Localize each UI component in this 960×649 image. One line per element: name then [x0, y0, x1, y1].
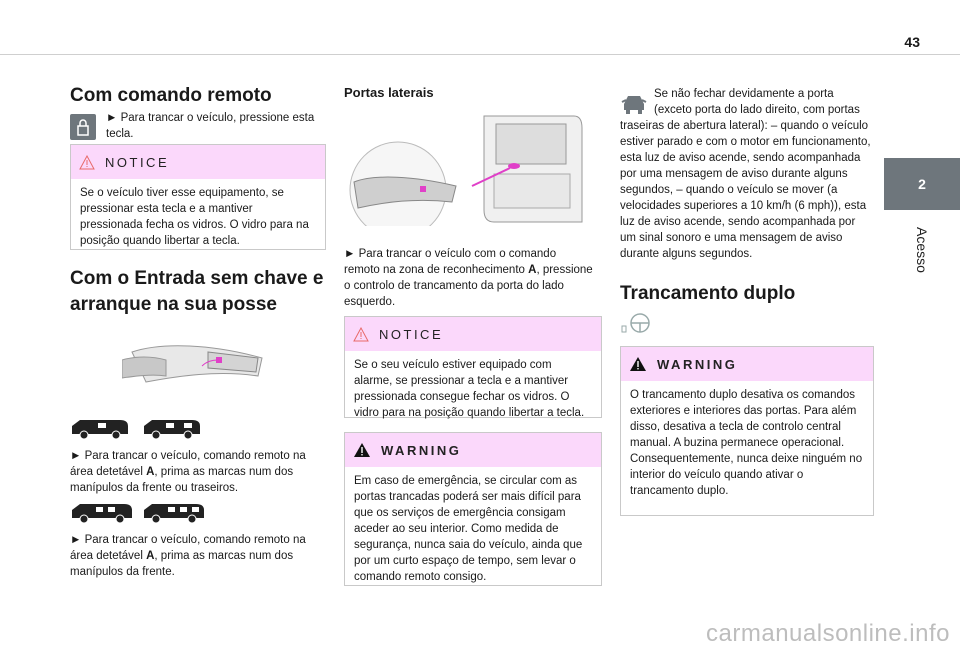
notice-text: Se o veículo tiver esse equipamento, se pressionar esta tecla e a mantiver pressionada fecha os vidros. O vidro para na posição quando libertar a tecla.: [80, 187, 309, 247]
notice-label: NOTICE: [105, 154, 170, 170]
footer-watermark: carmanualsonline.info: [706, 620, 950, 647]
section-heading-keyless-1: Com o Entrada sem chave e: [70, 268, 324, 289]
van-icon-long-front: [70, 500, 134, 529]
chapter-tab[interactable]: 2: [884, 158, 960, 210]
notice-label: NOTICE: [379, 326, 444, 342]
lock-instruction: ► Para trancar o veículo, pressione esta tecla.: [106, 112, 315, 140]
section-heading-side-doors: Portas laterais: [344, 85, 434, 100]
warning-text: O trancamento duplo desativa os comandos exteriores e interiores das portas. Para além disso, desativa a tecla de controlo central manual. A buzina permanece operacional. Consequentemente, nunca deixe ninguém no interior do veículo quando ativar o trancamento duplo.: [630, 389, 863, 497]
side-door-instruction: ► Para trancar o veículo com o comando remoto na zona de reconhecimento A, pressione o controlo de trancamento da porta do lado esquerdo.: [344, 248, 593, 308]
warning-label: WARNING: [381, 442, 462, 458]
warning-header: [345, 433, 601, 467]
warning-label: WARNING: [657, 356, 738, 372]
section-heading-remote: Com comando remoto: [70, 85, 272, 106]
header-rule: [0, 54, 960, 55]
van-icon-short-front: [70, 416, 130, 445]
door-handle-illustration: [122, 330, 272, 403]
keyless-instruction-b: ► Para trancar o veículo, comando remoto na área detetável A, prima as marcas num dos manípulos da frente.: [70, 534, 306, 578]
notice-text: Se o seu veículo estiver equipado com alarme, se pressionar a tecla e a mantiver pressionada consegue fechar os vidros. O vidro para na posição quando libertar a tecla.: [354, 359, 585, 419]
side-door-illustration: [344, 110, 584, 231]
notice-header: [71, 145, 325, 179]
notice-box-2: [344, 316, 602, 418]
van-icon-short-rear: [142, 416, 202, 445]
door-open-warning-icon: [620, 90, 648, 121]
door-open-alert-lead: Se não fechar devidamente a porta (exceto porta do lado direito, com portas: [654, 88, 860, 116]
notice-box-1: [70, 144, 326, 250]
warning-text: Em caso de emergência, se circular com as portas trancadas poderá ser mais difícil para que os serviços de emergência consigam aceder ao seu interior. Como medida de segurança, nunca saia do veículo, ainda que por um curto espaço de tempo, sem levar o comando remoto consigo.: [354, 475, 583, 583]
warning-box-2: [620, 346, 874, 516]
lock-button-icon: [70, 114, 96, 140]
warning-icon: [353, 442, 371, 458]
page-number: 43: [904, 34, 920, 50]
section-heading-double-lock: Trancamento duplo: [620, 283, 796, 304]
section-heading-keyless-2: arranque na sua posse: [70, 294, 277, 315]
notice-icon: [79, 155, 95, 170]
notice-icon: [353, 327, 369, 342]
door-open-alert-text: traseiras de abertura lateral): – quando o veículo estiver parado e com o motor em funcionamento, esta luz de aviso acende, sendo acompanhada por uma mensagem de aviso durante alguns segundos, – quando o veículo se mover (a velocidades superiores a 10 km/h (6 mph)), esta luz de aviso acende, sendo acompanhada por um sinal sonoro e uma mensagem de aviso durante alguns segundos.: [620, 120, 871, 260]
footer: [0, 618, 960, 649]
keyless-instruction-a: ► Para trancar o veículo, comando remoto na área detetável A, prima as marcas num dos manípulos da frente ou traseiros.: [70, 450, 306, 494]
van-icon-long-rear: [142, 500, 206, 529]
warning-icon: [629, 356, 647, 372]
notice-header: [345, 317, 601, 351]
warning-header: [621, 347, 873, 381]
steering-wheel-icon: [620, 312, 654, 339]
warning-box-1: [344, 432, 602, 586]
chapter-label: Acesso: [914, 227, 930, 273]
